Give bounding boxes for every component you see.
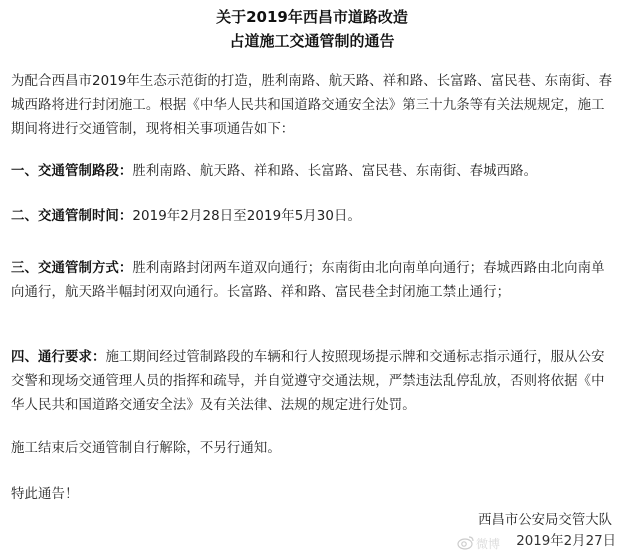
section-text: 施工期间经过管制路段的车辆和行人按照现场提示牌和交通标志指示通行，服从公安交警和现场交通管理人员的指挥和疏导，并自觉遵守交通法规，严禁违法乱停乱放，否则将依据《中华人民共和国道路交通安全法》及有关法律、法规的规定进行处罚。 <box>11 350 605 413</box>
issuer-signature: 西昌市公安局交管大队 <box>478 513 612 528</box>
section-text: 胜利南路、航天路、祥和路、长富路、富民巷、东南街、春城西路。 <box>132 164 538 179</box>
section-heading: 四、通行要求： <box>11 350 106 365</box>
special-notice: 特此通告！ <box>11 487 79 502</box>
section-heading: 二、交通管制时间： <box>11 209 133 224</box>
notice-title-line-1: 关于2019年西昌市道路改造 <box>216 8 408 26</box>
section-text: 胜利南路封闭两车道双向通行；东南街由北向南单向通行；春城西路由北向南单向通行，航天路半幅封闭双向通行。长富路、祥和路、富民巷全封闭施工禁止通行； <box>11 261 605 300</box>
issue-date: 2019年2月27日 <box>516 534 616 549</box>
closing-note: 施工结束后交通管制自行解除，不另行通知。 <box>11 441 281 456</box>
intro-paragraph: 为配合西昌市2019年生态示范街的打造，胜利南路、航天路、祥和路、长富路、富民巷、东南街、春城西路将进行封闭施工。根据《中华人民共和国道路交通安全法》第三十九条等有关法规规定，施工期间将进行交通管制，现将相关事项通告如下： <box>11 74 613 137</box>
section-heading: 三、交通管制方式： <box>11 261 133 276</box>
notice-title-line-2: 占道施工交通管制的通告 <box>229 32 395 50</box>
section-text: 2019年2月28日至2019年5月30日。 <box>132 209 362 224</box>
section-control-period <box>11 205 615 229</box>
section-heading: 一、交通管制路段： <box>11 164 133 179</box>
section-controlled-roads <box>11 160 615 184</box>
section-traffic-requirements <box>11 346 615 418</box>
watermark-text: 微博 <box>476 537 501 551</box>
section-control-method <box>11 257 615 305</box>
